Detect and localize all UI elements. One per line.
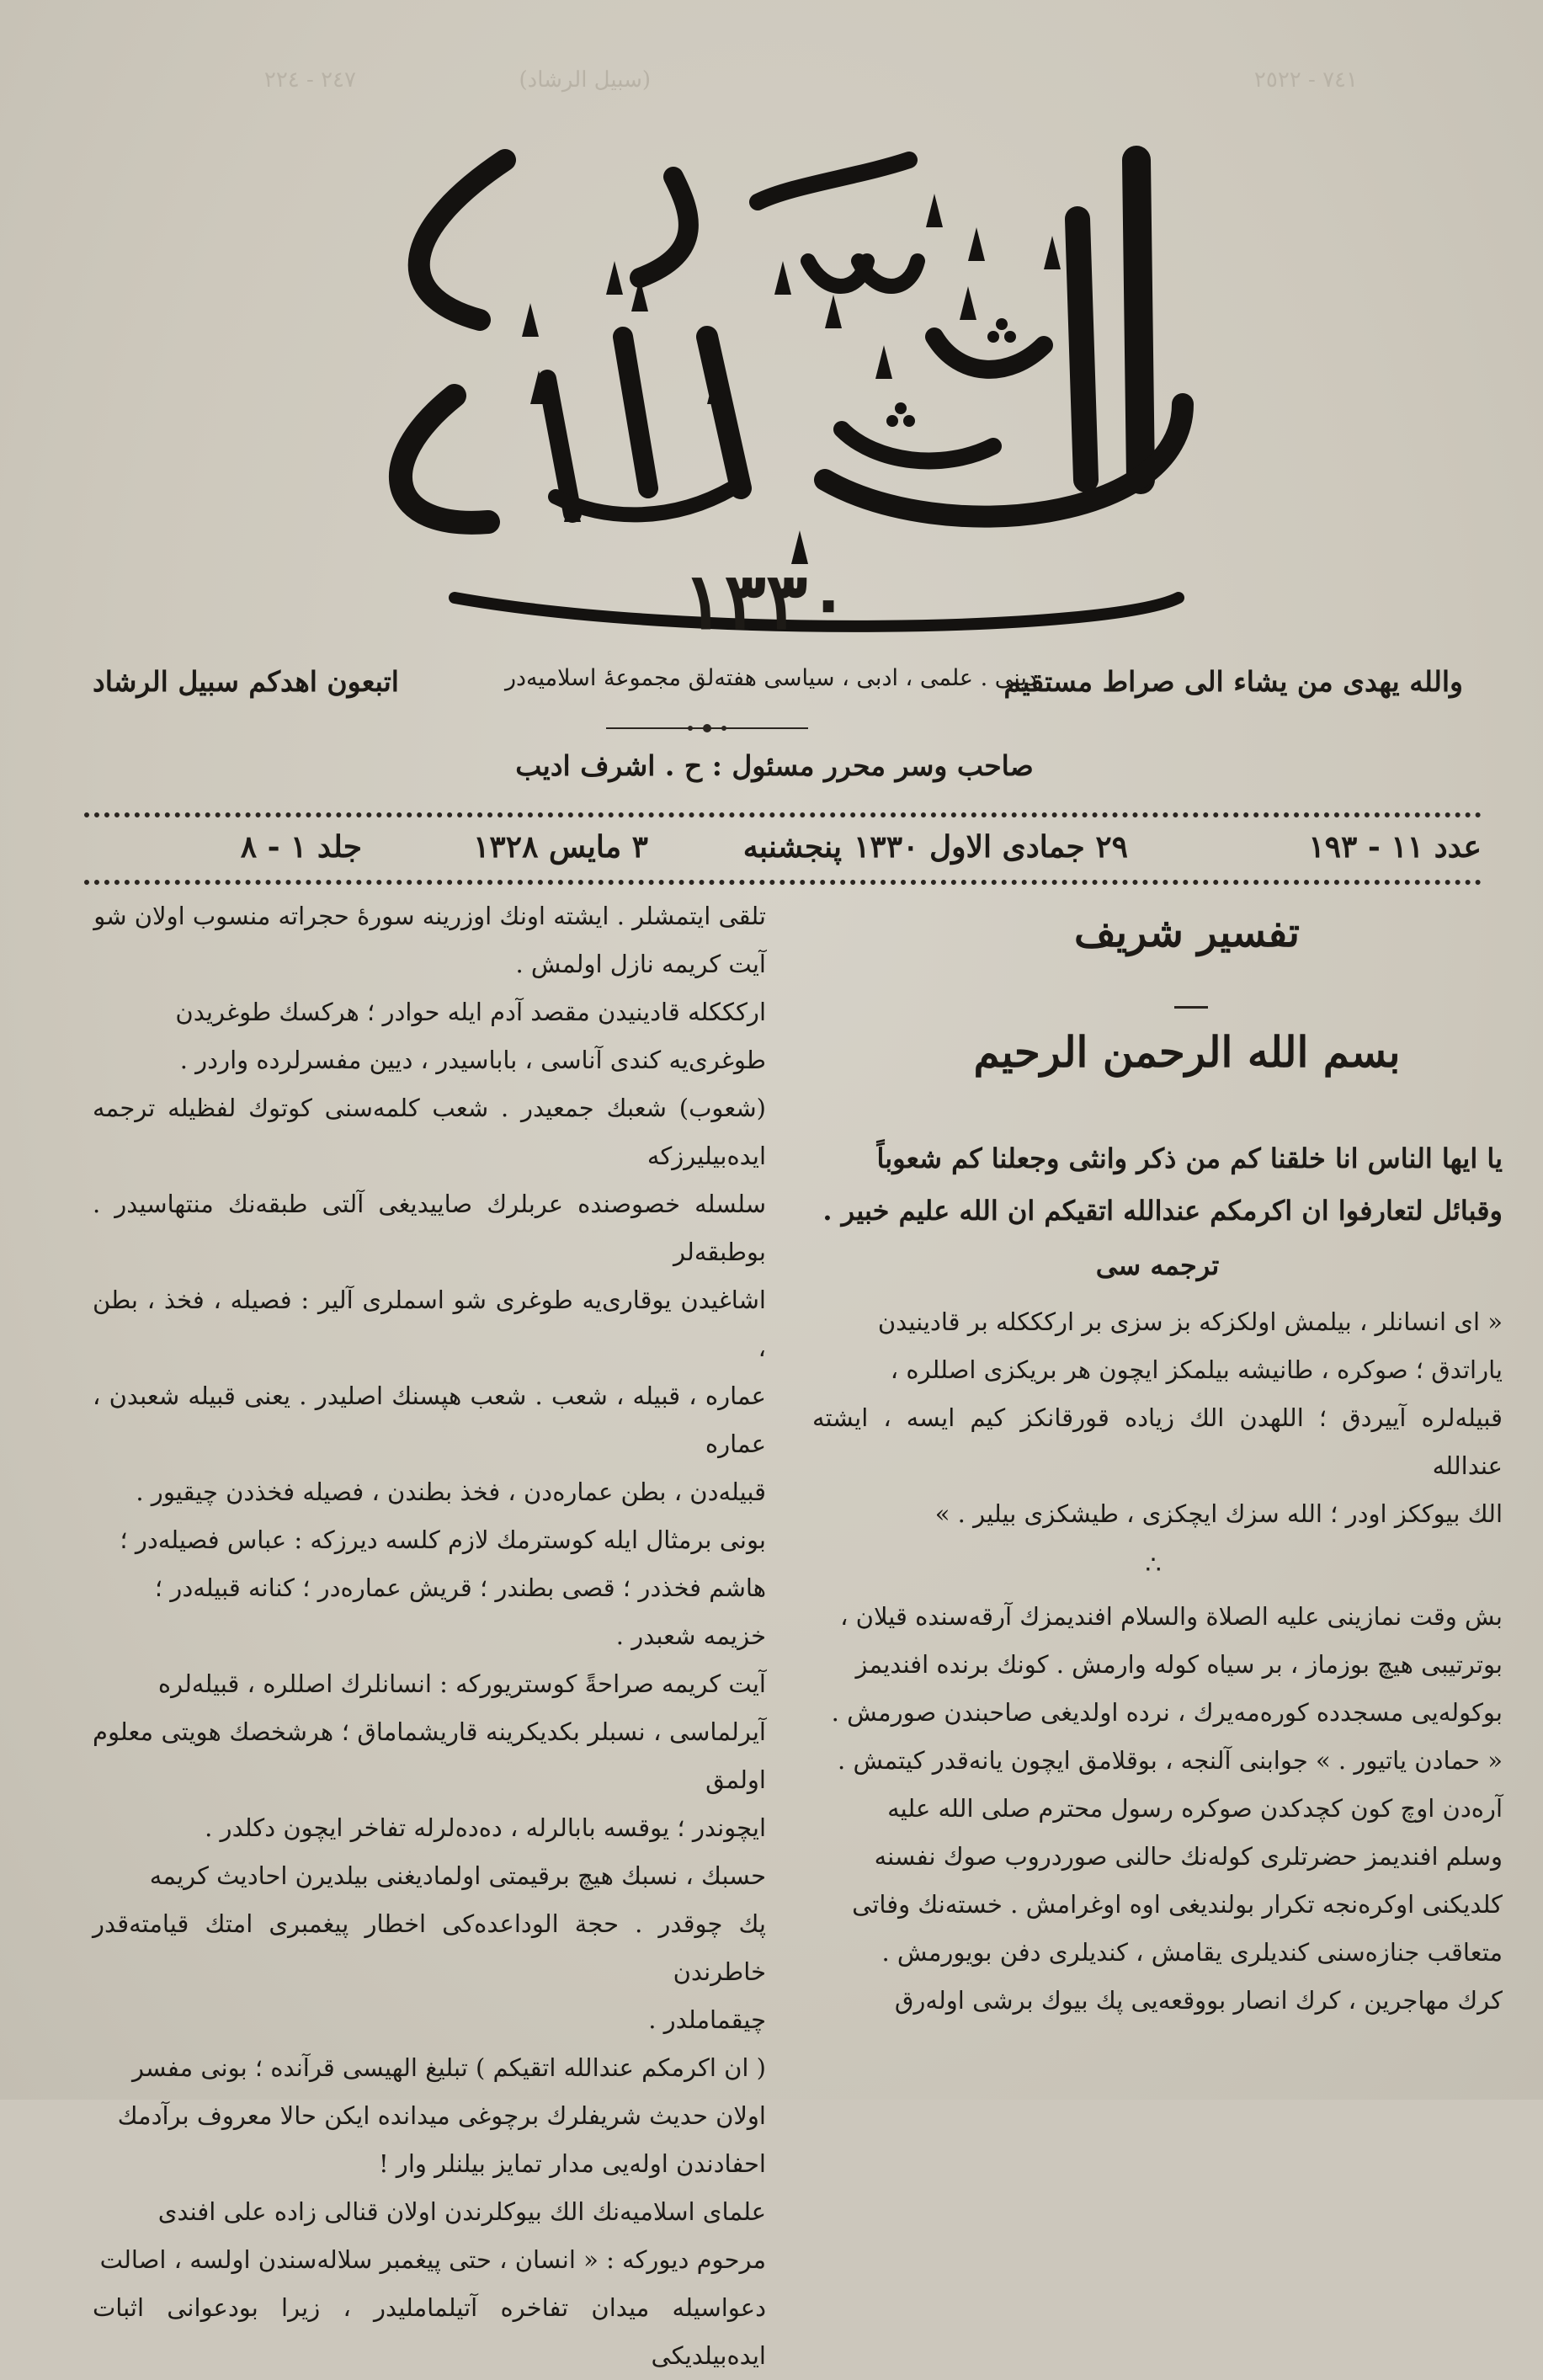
- text-line: قبيله‌دن ، بطن عماره‌دن ، فخذ بطندن ، فصيله فخذدن چيقيور .: [136, 1478, 766, 1506]
- issue-number: عدد ١١ - ١٩٣: [1308, 829, 1482, 865]
- tafsir-title: تفسير شريف: [1074, 909, 1300, 956]
- section-stars: ∴: [1145, 1551, 1170, 1580]
- paragraph-line: وسلم افنديمز حضرتلرى كوله‌نك حالنى صوردروب صوك نفسنه: [874, 1842, 1503, 1871]
- translation-line: قبيله‌لره آييردق ؛ اللهدن الك زياده قورقانكز كيم ايسه ، ايشته عندالله: [812, 1403, 1503, 1480]
- verse-line: وقبائل لتعارفوا ان اكرمكم عندالله اتقيكم ان الله عليم خبير .: [822, 1195, 1503, 1227]
- paragraph-line: متعاقب جنازه‌سنى كنديلرى يقامش ، كنديلرى دفن بويورمش .: [881, 1938, 1503, 1967]
- text-line: مرحوم ديوركه : « انسان ، حتى پيغمبر سلاله‌سندن اولسه ، اصالت: [99, 2245, 766, 2274]
- paragraph-line: « حمادن ياتيور . » جوابنى آلنجه ، بوقلامق ايچون يانه‌قدر كيتمش .: [838, 1746, 1503, 1775]
- text-line: ( ان اكرمكم عندالله اتقيكم ) تبليغ الهيسى قرآنده ؛ بونى مفسر: [132, 2053, 766, 2082]
- text-line: تلقى ايتمشلر . ايشته اونك اوزرينه سورهٔ حجراته منسوب اولان شو: [93, 902, 766, 930]
- translation-line: الك بيوككز اودر ؛ الله سزك ايچكزى ، طيشكزى بيلير . »: [934, 1499, 1503, 1528]
- rumi-date: ٣ مايس ١٣٢٨: [473, 829, 648, 865]
- owner-editor-line: صاحب وسر محرر مسئول : ح . اشرف ادیب: [515, 749, 1034, 782]
- text-line: اركككله قادينيدن مقصد آدم ايله حوادر ؛ هركسك طوغريدن: [175, 998, 766, 1026]
- paragraph-line: كلديكنى اوكره‌نجه تكرار بولنديغى اوه اوغرامش . خسته‌نك وفاتى: [852, 1890, 1503, 1919]
- verse-line: يا ايها الناس انا خلقنا كم من ذكر وانثى وجعلنا كم شعوباً: [876, 1142, 1503, 1174]
- text-line: هاشم فخذدر ؛ قصى بطندر ؛ قريش عماره‌در ؛ كنانه قبيله‌در ؛: [154, 1573, 766, 1602]
- text-line: سلسله خصوصنده عربلرك صاييديغى آلتى طبقه‌نك منتهاسيدر . بوطبقه‌لر: [93, 1190, 766, 1266]
- translation-line: ياراتدق ؛ صوكره ، طانيشه بيلمكز ايچون هر بريكزى اصللره ،: [890, 1355, 1503, 1384]
- basmala: بسم الله الرحمن الرحيم: [973, 1027, 1401, 1077]
- paragraph-line: كرك مهاجرين ، كرك انصار بووقعه‌يى پك بيوك برشى اوله‌رق: [894, 1986, 1503, 2015]
- text-line: طوغرى‌يه كندى آناسى ، باباسيدر ، ديين مفسرلرده واردر .: [179, 1046, 766, 1074]
- text-line: دعواسيله ميدان تفاخره آتيلماملیدر ، زيرا بودعوانى اثبات ايده‌بيلديكى: [93, 2293, 766, 2370]
- text-line: آيرلماسى ، نسبلر بكديكرينه قاريشماماق ؛ هرشخصك هويتى معلوم اولمق: [93, 1717, 766, 1794]
- dotted-rule-bottom: [84, 880, 1482, 885]
- volume-number: جلد ١ - ٨: [240, 829, 362, 865]
- text-line: چيقماملدر .: [648, 2005, 766, 2034]
- motto-left: اتبعون اهدكم سبيل الرشاد: [93, 665, 399, 698]
- text-line: آيت كريمه صراحةً كوستريوركه : انسانلرك اصللره ، قبيله‌لره: [157, 1669, 766, 1698]
- text-line: حسبك ، نسبك هيچ برقيمتى اولماديغنى بيلديرن احاديث كريمه: [149, 1861, 766, 1890]
- dotted-rule-top: [84, 812, 1482, 817]
- translation-heading: ترجمه سى: [1095, 1249, 1220, 1281]
- faint-ref-left: ٢٤٧ - ٢٢٤: [263, 67, 356, 93]
- weekday: پنجشنبه: [742, 829, 842, 865]
- ornament-divider: [606, 720, 808, 737]
- paragraph-line: آرەدن اوچ كون كچدكدن صوكره رسول محترم صلى الله عليه: [887, 1794, 1503, 1823]
- text-line: عماره ، قبيله ، شعب . شعب هپسنك اصليدر . يعنى قبيله شعبدن ، عماره: [93, 1382, 766, 1458]
- text-line: آيت كريمه نازل اولمش .: [515, 950, 766, 978]
- paragraph-line: بوترتيبى هيچ بوزماز ، بر سياه كوله وارمش . كونك برنده افنديمز: [855, 1650, 1503, 1679]
- text-line: اولان حديث شريفلرك برچوغى ميدانده ايكن حالا معروف برآدمك: [117, 2101, 766, 2130]
- right-column-text: [812, 1132, 1503, 2025]
- translation-line: « اى انسانلر ، بيلمش اولكزكه بز سزى بر اركككله بر قادينيدن: [877, 1307, 1503, 1336]
- publication-description: دينى . علمى ، ادبى ، سياسى هفته‌لق مجموعهٔ اسلاميه‌در: [505, 665, 1037, 691]
- text-line: بونى برمثال ايله كوسترمك لازم كلسه ديرزكه : عباس فصيله‌در ؛: [120, 1525, 766, 1554]
- text-line: خزيمه شعبدر .: [615, 1621, 766, 1650]
- text-line: (شعوب) شعبك جمعيدر . شعب كلمه‌سنى كوتوك لفظيله ترجمه ايده‌بيليرزكه: [93, 1094, 766, 1170]
- faint-ref-center: (سبيل الرشاد): [519, 67, 651, 93]
- faint-ref-right: ٧٤١ - ٢٥٢٢: [1253, 67, 1358, 93]
- paragraph-line: بوكوله‌يى مسجدده كوره‌مه‌يرك ، نرده اولديغى صاحبندن صورمش .: [831, 1698, 1503, 1727]
- left-column-text: [93, 892, 766, 2380]
- title-dash: [1174, 1006, 1208, 1009]
- text-line: پك چوقدر . حجة الوداعده‌كى اخطار پيغمبرى امتك قيامته‌قدر خاطرندن: [93, 1909, 766, 1986]
- text-line: اشاغيدن يوقارى‌يه طوغرى شو اسملرى آلير : فصيله ، فخذ ، بطن ،: [93, 1286, 766, 1362]
- text-line: ايچوندر ؛ يوقسه بابالرله ، ده‌دەلرله تفاخر ايچون دكلدر .: [205, 1813, 766, 1842]
- motto-right: والله يهدى من يشاء الى صراط مستقيم: [1003, 665, 1463, 698]
- text-line: علماى اسلاميه‌نك الك بيوكلرندن اولان قنالى زاده على افندى: [157, 2197, 766, 2226]
- hijri-date: ٢٩ جمادى الاول ١٣٣٠: [854, 829, 1128, 865]
- text-line: احفادندن اوله‌يى مدار تمايز بيلنلر وار !: [378, 2149, 766, 2178]
- paragraph-line: بش وقت نمازينى عليه الصلاة والسلام افنديمزك آرقه‌سنده قيلان ،: [840, 1602, 1503, 1631]
- masthead-year: ١٣٣٠: [683, 556, 849, 647]
- issue-info-row: [84, 829, 1482, 880]
- faint-top-margin-text: [0, 67, 1543, 101]
